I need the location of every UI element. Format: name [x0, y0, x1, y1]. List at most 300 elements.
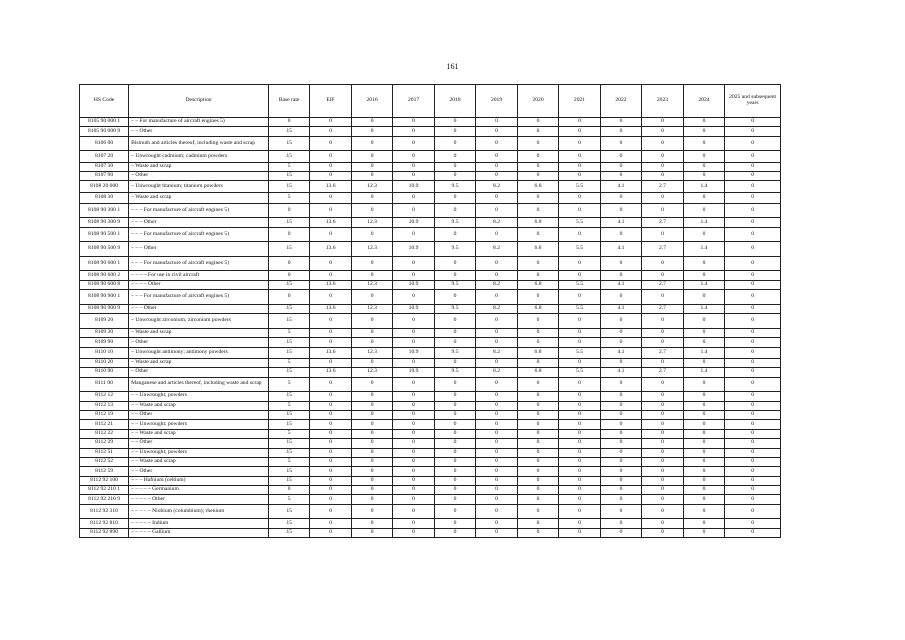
rate-cell: 5 [268, 358, 309, 367]
rate-cell: 0 [683, 338, 724, 347]
rate-cell: 6.8 [517, 368, 558, 377]
rate-cell: 0 [725, 338, 781, 347]
rate-cell: 0 [683, 377, 724, 392]
rate-cell: 15 [268, 280, 309, 289]
rate-cell: 0 [351, 519, 392, 528]
rate-cell: 0 [725, 304, 781, 313]
rate-cell: 0 [351, 504, 392, 519]
rate-cell: 0 [642, 495, 683, 504]
rate-cell: 0 [517, 290, 558, 305]
rate-cell: 9.5 [434, 242, 475, 257]
table-row [80, 314, 781, 329]
rate-cell: 0 [600, 401, 641, 410]
rate-cell: 0 [517, 519, 558, 528]
rate-cell: 0 [725, 136, 781, 151]
table-row [80, 181, 781, 192]
rate-cell: 0 [434, 486, 475, 495]
hs-code-cell: 8112 19 [80, 410, 129, 419]
rate-cell: 5.5 [559, 242, 600, 257]
table-row [80, 420, 781, 429]
rate-cell: 0 [683, 192, 724, 203]
rate-cell: 0 [600, 328, 641, 337]
rate-cell: 0 [393, 271, 434, 280]
rate-cell: 0 [351, 420, 392, 429]
hs-code-cell: 8108 90 300 1 [80, 203, 129, 218]
rate-cell: 0 [393, 290, 434, 305]
hs-code-cell: 8108 90 300 9 [80, 218, 129, 227]
description-cell: – – Other [129, 439, 269, 448]
rate-cell: 15 [268, 136, 309, 151]
rate-cell: 5 [268, 495, 309, 504]
rate-cell: 0 [600, 227, 641, 242]
rate-cell: 6.8 [517, 347, 558, 358]
rate-cell: 0 [559, 192, 600, 203]
rate-cell: 0 [642, 476, 683, 485]
rate-cell: 0 [476, 528, 517, 537]
rate-cell: 0 [642, 328, 683, 337]
rate-cell: 0 [517, 314, 558, 329]
rate-cell: 0 [683, 457, 724, 466]
rate-cell: 0 [434, 162, 475, 171]
rate-cell: 0 [351, 401, 392, 410]
rate-cell: 0 [434, 476, 475, 485]
rate-cell: 5.5 [559, 368, 600, 377]
rate-cell: 4.1 [600, 280, 641, 289]
rate-cell: 0 [393, 528, 434, 537]
rate-cell: 0 [310, 476, 351, 485]
rate-cell: 0 [559, 457, 600, 466]
rate-cell: 0 [476, 495, 517, 504]
rate-cell: 13.6 [310, 347, 351, 358]
rate-cell: 0 [600, 448, 641, 457]
hs-code-cell: 8112 92 810 [80, 519, 129, 528]
description-cell: – – – – – Other [129, 495, 269, 504]
rate-cell: 0 [683, 162, 724, 171]
hs-code-cell: 8112 52 [80, 457, 129, 466]
rate-cell: 0 [434, 519, 475, 528]
description-cell: – Unwrought antimony; antimony powders [129, 347, 269, 358]
rate-cell: 10.9 [393, 242, 434, 257]
table-row [80, 519, 781, 528]
rate-cell: 4.1 [600, 368, 641, 377]
rate-cell: 0 [476, 448, 517, 457]
rate-cell: 5 [268, 401, 309, 410]
rate-cell: 0 [517, 203, 558, 218]
column-header: 2021 [559, 85, 600, 118]
rate-cell: 0 [310, 328, 351, 337]
rate-cell: 0 [559, 476, 600, 485]
rate-cell: 0 [725, 439, 781, 448]
rate-cell: 13.6 [310, 304, 351, 313]
rate-cell: 4.1 [600, 242, 641, 257]
rate-cell: 0 [683, 256, 724, 271]
rate-cell: 0 [393, 377, 434, 392]
rate-cell: 0 [476, 358, 517, 367]
rate-cell: 0 [559, 151, 600, 162]
rate-cell: 0 [559, 314, 600, 329]
rate-cell: 0 [351, 256, 392, 271]
table-row [80, 486, 781, 495]
rate-cell: 0 [476, 136, 517, 151]
rate-cell: 0 [725, 127, 781, 136]
rate-cell: 0 [725, 528, 781, 537]
description-cell: – Other [129, 368, 269, 377]
rate-cell: 0 [683, 290, 724, 305]
rate-cell: 0 [683, 203, 724, 218]
rate-cell: 15 [268, 439, 309, 448]
rate-cell: 0 [600, 420, 641, 429]
description-cell: – – – For manufacture of aircraft engines 5) [129, 256, 269, 271]
rate-cell: 0 [393, 338, 434, 347]
tariff-schedule-table [79, 84, 781, 538]
rate-cell: 0 [351, 338, 392, 347]
rate-cell: 0 [725, 519, 781, 528]
table-row [80, 476, 781, 485]
rate-cell: 5.5 [559, 218, 600, 227]
rate-cell: 0 [310, 486, 351, 495]
rate-cell: 0 [434, 392, 475, 401]
rate-cell: 1.4 [683, 218, 724, 227]
rate-cell: 0 [434, 151, 475, 162]
rate-cell: 0 [434, 127, 475, 136]
description-cell: – – – Other [129, 242, 269, 257]
table-row [80, 448, 781, 457]
rate-cell: 0 [642, 290, 683, 305]
rate-cell: 0 [725, 347, 781, 358]
rate-cell: 0 [517, 410, 558, 419]
rate-cell: 0 [559, 203, 600, 218]
table-row [80, 242, 781, 257]
rate-cell: 0 [517, 358, 558, 367]
rate-cell: 0 [310, 314, 351, 329]
hs-code-cell: 8112 92 310 [80, 504, 129, 519]
rate-cell: 0 [310, 439, 351, 448]
hs-code-cell: 8109 90 [80, 338, 129, 347]
rate-cell: 0 [476, 151, 517, 162]
rate-cell: 0 [476, 410, 517, 419]
hs-code-cell: 8112 21 [80, 420, 129, 429]
hs-code-cell: 8108 90 600 1 [80, 256, 129, 271]
rate-cell: 0 [393, 162, 434, 171]
rate-cell: 0 [434, 439, 475, 448]
rate-cell: 15 [268, 218, 309, 227]
rate-cell: 15 [268, 304, 309, 313]
rate-cell: 0 [393, 227, 434, 242]
rate-cell: 0 [725, 290, 781, 305]
rate-cell: 0 [476, 127, 517, 136]
hs-code-cell: 8105 90 000 1 [80, 118, 129, 127]
rate-cell: 13.6 [310, 242, 351, 257]
rate-cell: 0 [683, 118, 724, 127]
rate-cell: 0 [268, 290, 309, 305]
rate-cell: 0 [351, 429, 392, 438]
rate-cell: 8.2 [476, 242, 517, 257]
rate-cell: 0 [310, 358, 351, 367]
table-row [80, 118, 781, 127]
rate-cell: 12.3 [351, 218, 392, 227]
rate-cell: 5 [268, 377, 309, 392]
rate-cell: 0 [434, 256, 475, 271]
rate-cell: 0 [310, 227, 351, 242]
rate-cell: 0 [393, 410, 434, 419]
rate-cell: 0 [393, 256, 434, 271]
rate-cell: 0 [351, 328, 392, 337]
rate-cell: 0 [393, 504, 434, 519]
rate-cell: 0 [351, 377, 392, 392]
hs-code-cell: 8107 20 [80, 151, 129, 162]
rate-cell: 8.2 [476, 304, 517, 313]
table-row [80, 467, 781, 476]
rate-cell: 0 [600, 171, 641, 180]
rate-cell: 0 [268, 227, 309, 242]
rate-cell: 0 [476, 377, 517, 392]
rate-cell: 0 [559, 401, 600, 410]
rate-cell: 0 [683, 392, 724, 401]
rate-cell: 6.8 [517, 218, 558, 227]
rate-cell: 0 [393, 439, 434, 448]
rate-cell: 10.9 [393, 304, 434, 313]
rate-cell: 0 [600, 162, 641, 171]
rate-cell: 0 [600, 439, 641, 448]
rate-cell: 0 [434, 495, 475, 504]
rate-cell: 0 [434, 377, 475, 392]
table-row [80, 528, 781, 537]
rate-cell: 0 [393, 519, 434, 528]
rate-cell: 0 [310, 171, 351, 180]
rate-cell: 12.3 [351, 242, 392, 257]
rate-cell: 0 [517, 338, 558, 347]
rate-cell: 15 [268, 151, 309, 162]
rate-cell: 0 [351, 457, 392, 466]
rate-cell: 15 [268, 242, 309, 257]
hs-code-cell: 8112 92 210 9 [80, 495, 129, 504]
rate-cell: 0 [476, 192, 517, 203]
rate-cell: 0 [351, 486, 392, 495]
rate-cell: 0 [351, 439, 392, 448]
rate-cell: 0 [642, 358, 683, 367]
rate-cell: 0 [642, 528, 683, 537]
rate-cell: 0 [517, 401, 558, 410]
rate-cell: 0 [393, 171, 434, 180]
rate-cell: 0 [725, 171, 781, 180]
hs-code-cell: 8106 00 [80, 136, 129, 151]
rate-cell: 0 [517, 328, 558, 337]
rate-cell: 0 [683, 504, 724, 519]
rate-cell: 0 [393, 118, 434, 127]
rate-cell: 15 [268, 420, 309, 429]
rate-cell: 12.3 [351, 368, 392, 377]
table-row [80, 368, 781, 377]
description-cell: – Waste and scrap [129, 162, 269, 171]
table-row [80, 328, 781, 337]
rate-cell: 1.4 [683, 347, 724, 358]
description-cell: – – For manufacture of aircraft engines 5) [129, 118, 269, 127]
rate-cell: 0 [434, 467, 475, 476]
rate-cell: 0 [517, 136, 558, 151]
rate-cell: 0 [351, 127, 392, 136]
rate-cell: 0 [600, 192, 641, 203]
table-row [80, 401, 781, 410]
rate-cell: 0 [725, 242, 781, 257]
rate-cell: 15 [268, 448, 309, 457]
table-row [80, 504, 781, 519]
column-header: Base rate [268, 85, 309, 118]
table-row [80, 192, 781, 203]
rate-cell: 0 [683, 486, 724, 495]
header-row [80, 85, 781, 118]
rate-cell: 8.2 [476, 181, 517, 192]
hs-code-cell: 8108 90 500 9 [80, 242, 129, 257]
hs-code-cell: 8108 20 000 [80, 181, 129, 192]
rate-cell: 0 [683, 476, 724, 485]
rate-cell: 0 [600, 467, 641, 476]
rate-cell: 0 [600, 377, 641, 392]
rate-cell: 0 [725, 192, 781, 203]
rate-cell: 10.9 [393, 280, 434, 289]
hs-code-cell: 8108 90 600 2 [80, 271, 129, 280]
rate-cell: 0 [517, 271, 558, 280]
table-row [80, 457, 781, 466]
rate-cell: 0 [310, 127, 351, 136]
table-row [80, 171, 781, 180]
rate-cell: 0 [725, 486, 781, 495]
rate-cell: 0 [351, 162, 392, 171]
rate-cell: 0 [683, 448, 724, 457]
rate-cell: 0 [517, 495, 558, 504]
hs-code-cell: 8112 51 [80, 448, 129, 457]
rate-cell: 0 [600, 338, 641, 347]
description-cell: – – – Other [129, 304, 269, 313]
description-cell: – – – – – Niobium (columbium); rhenium [129, 504, 269, 519]
rate-cell: 0 [725, 328, 781, 337]
rate-cell: 0 [476, 519, 517, 528]
table-row [80, 377, 781, 392]
rate-cell: 0 [393, 192, 434, 203]
table-row [80, 227, 781, 242]
rate-cell: 0 [434, 118, 475, 127]
rate-cell: 2.7 [642, 368, 683, 377]
column-header: 2020 [517, 85, 558, 118]
rate-cell: 0 [559, 420, 600, 429]
rate-cell: 0 [517, 256, 558, 271]
rate-cell: 6.8 [517, 304, 558, 313]
hs-code-cell: 8108 90 900 1 [80, 290, 129, 305]
rate-cell: 0 [683, 519, 724, 528]
rate-cell: 0 [434, 227, 475, 242]
rate-cell: 1.4 [683, 242, 724, 257]
rate-cell: 15 [268, 392, 309, 401]
column-header: 2019 [476, 85, 517, 118]
rate-cell: 0 [268, 118, 309, 127]
rate-cell: 0 [725, 476, 781, 485]
rate-cell: 5.5 [559, 347, 600, 358]
rate-cell: 5 [268, 457, 309, 466]
hs-code-cell: 8112 22 [80, 429, 129, 438]
rate-cell: 0 [725, 448, 781, 457]
rate-cell: 0 [476, 314, 517, 329]
rate-cell: 0 [434, 314, 475, 329]
rate-cell: 0 [476, 504, 517, 519]
column-header: HS Code [80, 85, 129, 118]
rate-cell: 0 [600, 314, 641, 329]
rate-cell: 0 [642, 127, 683, 136]
rate-cell: 0 [559, 338, 600, 347]
rate-cell: 0 [434, 420, 475, 429]
rate-cell: 0 [393, 203, 434, 218]
table-row [80, 127, 781, 136]
rate-cell: 0 [310, 519, 351, 528]
rate-cell: 0 [434, 457, 475, 466]
rate-cell: 0 [393, 392, 434, 401]
rate-cell: 0 [725, 203, 781, 218]
rate-cell: 0 [310, 528, 351, 537]
column-header: 2017 [393, 85, 434, 118]
rate-cell: 0 [517, 192, 558, 203]
rate-cell: 5.5 [559, 304, 600, 313]
rate-cell: 15 [268, 314, 309, 329]
rate-cell: 0 [393, 495, 434, 504]
rate-cell: 0 [725, 368, 781, 377]
rate-cell: 4.1 [600, 218, 641, 227]
rate-cell: 0 [434, 338, 475, 347]
rate-cell: 0 [642, 401, 683, 410]
rate-cell: 0 [351, 467, 392, 476]
rate-cell: 0 [683, 358, 724, 367]
rate-cell: 0 [517, 162, 558, 171]
rate-cell: 0 [434, 358, 475, 367]
rate-cell: 0 [642, 486, 683, 495]
rate-cell: 6.8 [517, 181, 558, 192]
table-row [80, 136, 781, 151]
rate-cell: 0 [476, 392, 517, 401]
rate-cell: 5.5 [559, 280, 600, 289]
rate-cell: 0 [642, 377, 683, 392]
hs-code-cell: 8112 92 890 [80, 528, 129, 537]
rate-cell: 0 [600, 203, 641, 218]
rate-cell: 0 [351, 290, 392, 305]
rate-cell: 0 [476, 338, 517, 347]
rate-cell: 0 [517, 171, 558, 180]
description-cell: – Unwrought titanium; titanium powders [129, 181, 269, 192]
rate-cell: 0 [559, 392, 600, 401]
rate-cell: 0 [642, 457, 683, 466]
rate-cell: 0 [725, 151, 781, 162]
rate-cell: 0 [642, 171, 683, 180]
rate-cell: 0 [517, 151, 558, 162]
rate-cell: 15 [268, 476, 309, 485]
rate-cell: 12.3 [351, 181, 392, 192]
description-cell: – – Waste and scrap [129, 457, 269, 466]
rate-cell: 0 [642, 420, 683, 429]
rate-cell: 4.1 [600, 304, 641, 313]
rate-cell: 0 [393, 448, 434, 457]
rate-cell: 0 [600, 271, 641, 280]
rate-cell: 10.9 [393, 181, 434, 192]
rate-cell: 0 [351, 118, 392, 127]
rate-cell: 0 [310, 151, 351, 162]
rate-cell: 0 [517, 377, 558, 392]
rate-cell: 0 [642, 192, 683, 203]
table-row [80, 410, 781, 419]
rate-cell: 0 [600, 519, 641, 528]
rate-cell: 0 [642, 118, 683, 127]
rate-cell: 0 [393, 314, 434, 329]
description-cell: – – – – Other [129, 280, 269, 289]
rate-cell: 0 [434, 504, 475, 519]
rate-cell: 0 [559, 162, 600, 171]
rate-cell: 0 [351, 410, 392, 419]
rate-cell: 0 [517, 439, 558, 448]
